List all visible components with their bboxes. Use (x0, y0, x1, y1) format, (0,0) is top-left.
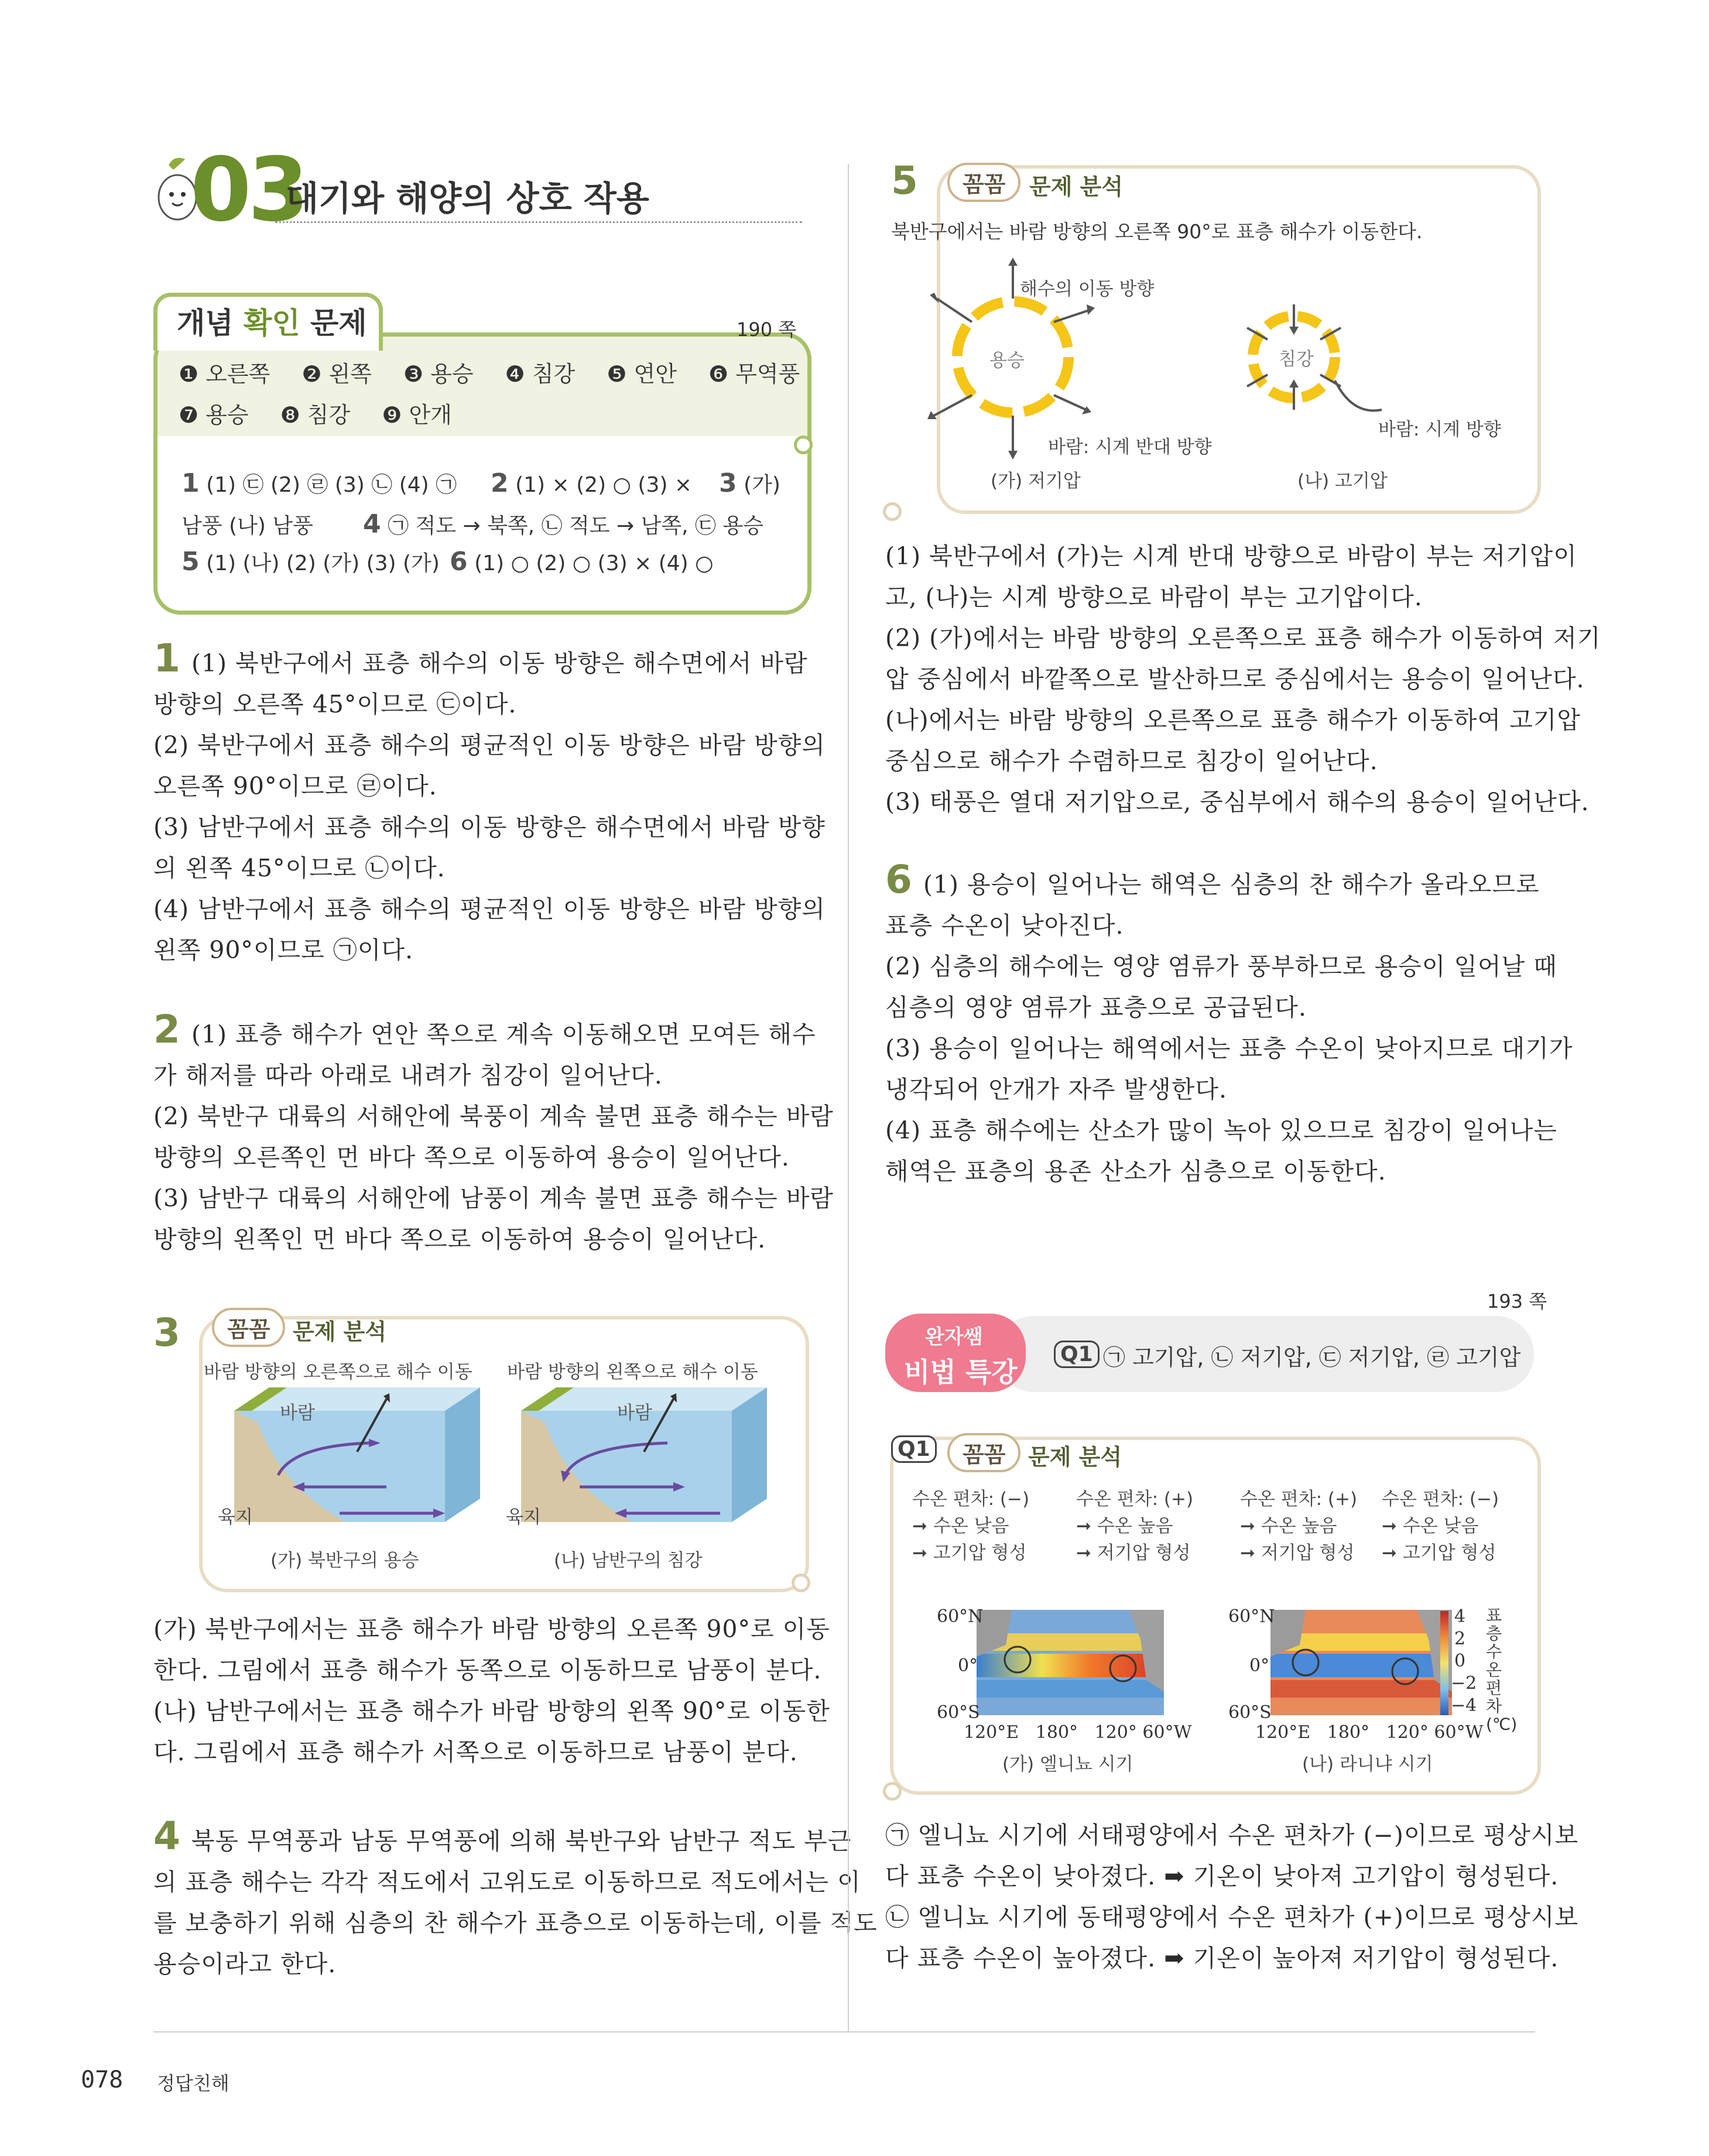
box-dot (792, 1574, 810, 1592)
diagram-right-title: 바람 방향의 왼쪽으로 해수 이동 (507, 1362, 758, 1383)
color-scale-bar (1440, 1611, 1448, 1715)
special-q-label: Q1 (1054, 1341, 1100, 1368)
question-6-text: 6 (1) 용승이 일어나는 해역은 심층의 찬 해수가 올라오므로 표층 수온이 낮아진다. (2) 심층의 해수에는 영양 염류가 풍부하므로 용승이 일어날 때 심층의 영양 염류가 표층으로 공급된다. (3) 용승이 일어나는 해역에서는 표층 수온이 낮아지므로 대기가 냉각되어 안개가 자주 발생한다. (4) 표층 해수에는 산소가 많이 녹아 있으므로 침강이 일어나는 해역은 표층의 용존 산소가 심층으로 이동한다. (885, 857, 1573, 1185)
analysis-label: 문제 분석 (1029, 174, 1124, 200)
special-tag-bottom: 비법 특강 (904, 1356, 1018, 1388)
special-answer: ㉠ 고기압, ㉡ 저기압, ㉢ 저기압, ㉣ 고기압 (1103, 1345, 1521, 1370)
scale-tick: 4 (1454, 1606, 1466, 1627)
land-label: 육지 (506, 1507, 541, 1528)
keyword: ❾ 안개 (382, 402, 452, 428)
la-nina-caption: (나) 라니냐 시기 (1302, 1754, 1433, 1775)
kkom-badge: 꼼꼼 (212, 1308, 285, 1347)
diagram-left-caption: (가) 북반구의 용승 (270, 1550, 419, 1571)
box-dot (883, 502, 902, 521)
el-nino-caption: (가) 엘니뇨 시기 (1002, 1754, 1133, 1775)
answer-2: 2 (1) × (2) ○ (3) × (491, 468, 693, 498)
note-4: 수온 편차: (−) ➞ 수온 낮음 ➞ 고기압 형성 (1382, 1489, 1499, 1564)
keyword: ❷ 왼쪽 (302, 361, 372, 387)
note-1: 수온 편차: (−) ➞ 수온 낮음 ➞ 고기압 형성 (912, 1489, 1030, 1564)
note-2: 수온 편차: (+) ➞ 수온 높음 ➞ 저기압 형성 (1076, 1489, 1194, 1564)
special-tag-top: 완자쌤 (925, 1325, 983, 1349)
special-q-badge: Q1 (891, 1435, 937, 1463)
keywords-row1 (179, 356, 800, 388)
keyword: ❹ 침강 (505, 361, 576, 387)
lat-0: 0° (1249, 1655, 1270, 1676)
lat-60n: 60°N (937, 1606, 984, 1627)
question-number: 3 (153, 1310, 180, 1355)
question-number: 1 (153, 636, 181, 681)
question-number: 5 (891, 158, 918, 203)
scale-tick: 2 (1454, 1629, 1466, 1649)
kkom-badge: 꼼꼼 (947, 163, 1020, 202)
diagram-left-title: 바람 방향의 오른쪽으로 해수 이동 (204, 1362, 472, 1383)
lon-ticks: 120°E 180° 120° 60°W (1255, 1722, 1484, 1743)
question-number: 6 (885, 857, 913, 902)
keyword: ❽ 침강 (280, 402, 351, 428)
diagram-right-caption: (나) 남반구의 침강 (554, 1550, 703, 1571)
answer-5: 5 (1) (나) (2) (가) (3) (가) (181, 547, 440, 577)
footer-label: 정답친해 (157, 2072, 230, 2095)
box-dot (883, 1782, 902, 1801)
answer-6: 6 (1) ○ (2) ○ (3) × (4) ○ (450, 547, 714, 577)
question-5-text: (1) 북반구에서 (가)는 시계 반대 방향으로 바람이 부는 저기압이 고, (나)는 시계 방향으로 바람이 부는 고기압이다. (2) (가)에서는 바람 방향의 오른쪽으로 표층 해수가 이동하여 저기 압 중심에서 바깥쪽으로 발산하므로 중심에서는 용승이 일어난다. (나)에서는 바람 방향의 오른쪽으로 표층 해수가 이동하여 고기압 중심으로 해수가 수렴하므로 침강이 일어난다. (3) 태풍은 열대 저기압으로, 중심부에서 해수의 용승이 일어난다. (885, 542, 1601, 816)
question-2-text: 2 (1) 표층 해수가 연안 쪽으로 계속 이동해오면 모여든 해수 가 해저를 따라 아래로 내려가 침강이 일어난다. (2) 북반구 대륙의 서해안에 북풍이 계속 불면 표층 해수는 바람 방향의 오른쪽인 먼 바다 쪽으로 이동하여 용승이 일어난다. (3) 남반구 대륙의 서해안에 남풍이 계속 불면 표층 해수는 바람 방향의 왼쪽인 먼 바다 쪽으로 이동하여 용승이 일어난다. (153, 1007, 834, 1253)
answer-3: 3 (가) (719, 468, 780, 498)
water-direction-label: 해수의 이동 방향 (1020, 279, 1155, 300)
question-3-text: (가) 북반구에서는 표층 해수가 바람 방향의 오른쪽 90°로 이동 한다. 그림에서 표층 해수가 동쪽으로 이동하므로 남풍이 분다. (나) 남반구에서는 표층 해수가 바람 방향의 왼쪽 90°로 이동한 다. 그림에서 표층 해수가 서쪽으로 이동하므로 남풍이 분다. (153, 1615, 830, 1766)
cyclone-caption: (가) 저기압 (991, 471, 1081, 492)
wind-ccw-label: 바람: 시계 반대 방향 (1048, 437, 1212, 458)
analysis-label: 문제 분석 (1028, 1444, 1122, 1470)
question-1-text: 1 (1) 북반구에서 표층 해수의 이동 방향은 해수면에서 바람 방향의 오른쪽 45°이므로 ㉢이다. (2) 북반구에서 표층 해수의 평균적인 이동 방향은 바람 방향의 오른쪽 90°이므로 ㉣이다. (3) 남반구에서 표층 해수의 이동 방향은 해수면에서 바람 방향 의 왼쪽 45°이므로 ㉡이다. (4) 남반구에서 표층 해수의 평균적인 이동 방향은 바람 방향의 왼쪽 90°이므로 ㉠이다. (153, 636, 826, 964)
footer-rule (153, 2031, 1535, 2032)
anticyclone-caption: (나) 고기압 (1297, 471, 1388, 492)
land-label: 육지 (218, 1507, 253, 1528)
lat-0: 0° (958, 1655, 978, 1676)
kkom-badge: 꼼꼼 (947, 1433, 1020, 1472)
lon-ticks: 120°E 180° 120° 60°W (964, 1722, 1192, 1743)
section-rule (275, 221, 802, 223)
keyword: ❺ 연안 (607, 361, 677, 387)
special-text: ㉠ 엘니뇨 시기에 서태평양에서 수온 편차가 (−)이므로 평상시보 다 표층 수온이 낮아졌다. ➡ 기온이 낮아져 고기압이 형성된다. ㉡ 엘니뇨 시기에 동태평양에서 수온 편차가 (+)이므로 평상시보 다 표층 수온이 높아졌다. ➡ 기온이 높아져 저기압이 형성된다. (885, 1821, 1579, 1972)
concept-box-dot (794, 436, 813, 454)
answer-3-cont: 남풍 (나) 남풍 (181, 514, 313, 538)
section-number: 03 (190, 139, 306, 241)
wind-cw-label: 바람: 시계 방향 (1378, 419, 1501, 440)
answer-4: 4 ㉠ 적도 → 북쪽, ㉡ 적도 → 남쪽, ㉢ 용승 (363, 509, 764, 539)
keyword: ❶ 오른쪽 (179, 361, 270, 387)
lat-60s: 60°S (937, 1702, 980, 1723)
scale-tick: −4 (1451, 1695, 1477, 1716)
lat-60n: 60°N (1228, 1606, 1275, 1627)
keywords-row2 (179, 397, 452, 429)
column-divider (848, 164, 849, 2031)
lat-60s: 60°S (1228, 1702, 1272, 1723)
section-title: 대기와 해양의 상호 작용 (286, 179, 649, 218)
keyword: ❼ 용승 (179, 402, 249, 428)
el-nino-map (977, 1610, 1164, 1715)
scale-label: 표층 수온 편차(℃) (1486, 1606, 1518, 1734)
upwelling-center-label: 용승 (989, 350, 1025, 371)
q5-subtitle: 북반구에서는 바람 방향의 오른쪽 90°로 표층 해수가 이동한다. (891, 220, 1423, 243)
special-page-ref: 193 쪽 (1487, 1290, 1547, 1312)
question-number: 2 (153, 1007, 181, 1052)
concept-page-ref: 190 쪽 (737, 318, 797, 341)
question-number: 4 (153, 1814, 181, 1859)
note-3: 수온 편차: (+) ➞ 수온 높음 ➞ 저기압 형성 (1240, 1489, 1358, 1564)
question-4-text: 4 북동 무역풍과 남동 무역풍에 의해 북반구와 남반구 적도 부근 의 표층 해수는 각각 적도에서 고위도로 이동하므로 적도에서는 이 를 보충하기 위해 심층의 찬 해수가 표층으로 이동하는데, 이를 적도 용승이라고 한다. (153, 1814, 878, 1978)
scale-tick: −2 (1451, 1673, 1477, 1694)
scale-tick: 0 (1454, 1651, 1466, 1671)
concept-tab-title: 개념 확인 문제 (177, 306, 367, 340)
keyword: ❻ 무역풍 (708, 361, 800, 387)
answer-1: 1 (1) ㉢ (2) ㉣ (3) ㉡ (4) ㉠ (181, 468, 457, 498)
keyword: ❸ 용승 (403, 361, 474, 387)
footer-page-number: 078 (81, 2066, 124, 2093)
downwelling-center-label: 침강 (1279, 349, 1314, 370)
analysis-label: 문제 분석 (293, 1319, 387, 1345)
wind-label: 바람 (280, 1403, 315, 1424)
wind-label: 바람 (617, 1403, 652, 1424)
la-nina-map (1270, 1610, 1452, 1715)
